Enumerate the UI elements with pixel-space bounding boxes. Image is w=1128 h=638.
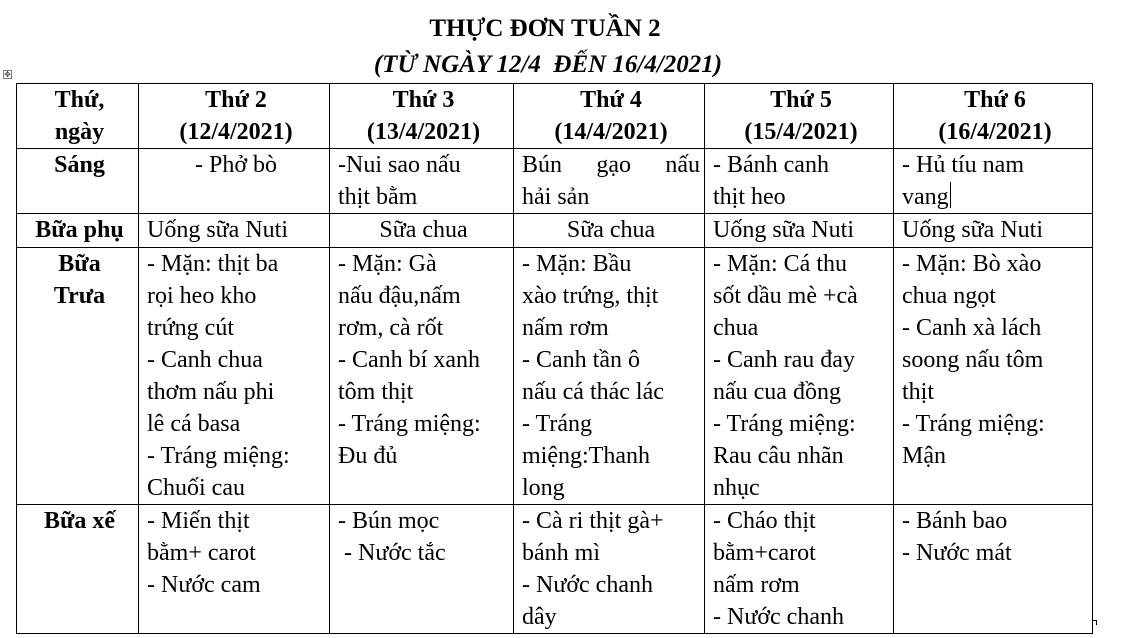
dish-line: bằm+carot bbox=[713, 540, 816, 566]
dish-line: - Tráng bbox=[522, 411, 593, 437]
dish-line: - Bún mọc bbox=[338, 508, 440, 534]
dish-line: trứng cút bbox=[147, 315, 234, 341]
dish-line: - Canh tần ô bbox=[522, 347, 640, 373]
dish-line: dây bbox=[522, 604, 557, 630]
menu-cell[interactable] bbox=[514, 505, 705, 634]
day-name: Thứ 3 bbox=[392, 87, 455, 113]
dish-line: hải sản bbox=[522, 184, 590, 210]
dish-line: - Tráng miệng: bbox=[713, 411, 856, 437]
dish-line: Uống sữa Nuti bbox=[147, 217, 288, 243]
dish-line: - Mặn: Bò xào bbox=[902, 251, 1042, 277]
row-label-snack[interactable] bbox=[17, 214, 139, 248]
dish-line: - Nước chanh bbox=[522, 572, 653, 598]
dish-line: Mận bbox=[902, 443, 946, 469]
move-cross-icon[interactable]: ✥ bbox=[4, 70, 11, 79]
dish-line: soong nấu tôm bbox=[902, 347, 1044, 373]
table-end-marker bbox=[1092, 620, 1097, 625]
menu-cell[interactable] bbox=[330, 149, 514, 214]
dish-line: lê cá basa bbox=[147, 411, 241, 437]
menu-cell[interactable] bbox=[514, 248, 705, 505]
day-date: (16/4/2021) bbox=[938, 119, 1052, 145]
row-label-text: Bữa xế bbox=[43, 508, 116, 534]
dish-line: nấm rơm bbox=[713, 572, 800, 598]
dish-text: vang bbox=[902, 184, 949, 210]
row-label-text: Bữa bbox=[58, 251, 101, 277]
dish-line: Sữa chua bbox=[379, 217, 468, 243]
day-name: Thứ 4 bbox=[580, 87, 642, 113]
dish-line: rơm, cà rốt bbox=[338, 315, 444, 341]
dish-line: - Bánh canh bbox=[713, 152, 829, 178]
dish-line: thơm nấu phi bbox=[147, 379, 275, 405]
dish-line: miệng:Thanh bbox=[522, 443, 650, 469]
day-name: Thứ 6 bbox=[964, 87, 1026, 113]
dish-line: - Mặn: Cá thu bbox=[713, 251, 847, 277]
menu-cell[interactable] bbox=[894, 505, 1093, 634]
dish-line: - Mặn: thịt ba bbox=[147, 251, 279, 277]
day-date: (14/4/2021) bbox=[554, 119, 668, 145]
dish-line: Uống sữa Nuti bbox=[902, 217, 1043, 243]
dish-line: nấu cá thác lác bbox=[522, 379, 664, 405]
menu-cell[interactable] bbox=[705, 149, 894, 214]
menu-cell[interactable] bbox=[139, 149, 330, 214]
dish-line: - Nước cam bbox=[147, 572, 261, 598]
menu-subtitle: (TỪ NGÀY 12/4 ĐẾN 16/4/2021) bbox=[373, 51, 723, 78]
text-cursor bbox=[950, 182, 951, 208]
day-header-cell[interactable] bbox=[330, 84, 514, 149]
row-label-text: Sáng bbox=[54, 152, 105, 178]
dish-line: - Tráng miệng: bbox=[147, 443, 290, 469]
dish-line: - Phở bò bbox=[194, 152, 278, 178]
dish-line: nấu cua đồng bbox=[713, 379, 841, 405]
dish-line: - Canh xà lách bbox=[902, 315, 1042, 341]
dish-line: - Canh bí xanh bbox=[338, 347, 480, 373]
dish-line: bằm+ carot bbox=[147, 540, 256, 566]
dish-line: Sữa chua bbox=[566, 217, 656, 243]
snack-row bbox=[17, 214, 1093, 248]
menu-cell[interactable] bbox=[514, 214, 705, 248]
dish-line: rọi heo kho bbox=[147, 283, 257, 309]
dish-line bbox=[902, 181, 1088, 213]
day-date: (13/4/2021) bbox=[366, 119, 481, 145]
dish-line: Chuối cau bbox=[147, 475, 245, 501]
dish-line: Đu đủ bbox=[338, 443, 398, 469]
dish-line: nấm rơm bbox=[522, 315, 609, 341]
day-header-cell[interactable] bbox=[514, 84, 705, 149]
dish-line: - Cà ri thịt gà+ bbox=[522, 508, 664, 534]
row-label-lunch[interactable] bbox=[17, 248, 139, 505]
menu-cell[interactable] bbox=[894, 149, 1093, 214]
dish-line: long bbox=[522, 475, 565, 501]
day-header-cell[interactable] bbox=[139, 84, 330, 149]
dish-line: thịt bbox=[902, 379, 935, 405]
dish-line: chua ngọt bbox=[902, 283, 996, 309]
menu-cell[interactable] bbox=[705, 248, 894, 505]
dish-line: - Canh rau đay bbox=[713, 347, 855, 373]
day-name: Thứ 5 bbox=[770, 87, 832, 113]
dish-line: - Nước mát bbox=[902, 540, 1012, 566]
menu-cell[interactable] bbox=[139, 505, 330, 634]
menu-cell[interactable] bbox=[705, 505, 894, 634]
dish-line: Uống sữa Nuti bbox=[713, 217, 854, 243]
dish-line: - Nước chanh bbox=[713, 604, 844, 630]
menu-cell[interactable] bbox=[705, 214, 894, 248]
day-header-cell[interactable] bbox=[894, 84, 1093, 149]
dish-line: - Mặn: Bầu bbox=[522, 251, 632, 277]
dish-line: thịt heo bbox=[713, 184, 786, 210]
dish-line: nhục bbox=[713, 475, 760, 501]
dish-line: nấu đậu,nấm bbox=[338, 283, 461, 309]
menu-cell[interactable] bbox=[514, 149, 705, 214]
day-date: (12/4/2021) bbox=[179, 119, 293, 145]
dish-line: Bún gạo nấu bbox=[522, 152, 700, 178]
dish-line: - Cháo thịt bbox=[713, 508, 816, 534]
dish-line: - Hủ tíu nam bbox=[902, 152, 1024, 178]
day-header-cell[interactable] bbox=[705, 84, 894, 149]
dish-line: - Bánh bao bbox=[902, 508, 1008, 534]
menu-cell[interactable] bbox=[139, 214, 330, 248]
dish-line: chua bbox=[713, 315, 759, 341]
menu-cell[interactable] bbox=[330, 505, 514, 634]
dish-line: tôm thịt bbox=[338, 379, 414, 405]
dish-line: thịt bằm bbox=[338, 184, 418, 210]
dish-line: - Miến thịt bbox=[147, 508, 250, 534]
dish-line: - Tráng miệng: bbox=[338, 411, 481, 437]
dish-line: - Tráng miệng: bbox=[902, 411, 1045, 437]
menu-cell[interactable] bbox=[330, 214, 514, 248]
header-row bbox=[17, 84, 1093, 149]
day-date: (15/4/2021) bbox=[744, 119, 858, 145]
corner-header-cell[interactable] bbox=[17, 84, 139, 149]
day-name: Thứ 2 bbox=[205, 87, 267, 113]
row-label-afternoon[interactable] bbox=[17, 505, 139, 634]
menu-cell[interactable] bbox=[139, 248, 330, 505]
dish-line: sốt dầu mè +cà bbox=[713, 283, 858, 309]
afternoon-snack-row bbox=[17, 505, 1093, 634]
weekly-menu-table bbox=[16, 83, 1093, 634]
dish-line: - Nước tắc bbox=[338, 540, 446, 566]
dish-line: - Mặn: Gà bbox=[338, 251, 437, 277]
row-label-breakfast[interactable] bbox=[17, 149, 139, 214]
dish-line: Rau câu nhãn bbox=[713, 443, 844, 469]
menu-cell[interactable] bbox=[894, 214, 1093, 248]
menu-title: THỰC ĐƠN TUẦN 2 bbox=[429, 15, 661, 42]
lunch-row bbox=[17, 248, 1093, 505]
dish-line: -Nui sao nấu bbox=[338, 152, 461, 178]
dish-line: xào trứng, thịt bbox=[522, 283, 659, 309]
menu-cell[interactable] bbox=[894, 248, 1093, 505]
breakfast-row bbox=[17, 149, 1093, 214]
row-label-text: Bữa phụ bbox=[35, 217, 124, 243]
dish-line: - Canh chua bbox=[147, 347, 263, 373]
row-label-text: Trưa bbox=[53, 283, 106, 309]
dish-line: bánh mì bbox=[522, 540, 600, 566]
menu-cell[interactable] bbox=[330, 248, 514, 505]
corner-label-line: Thứ, bbox=[54, 87, 105, 113]
corner-label-line: ngày bbox=[54, 119, 105, 145]
